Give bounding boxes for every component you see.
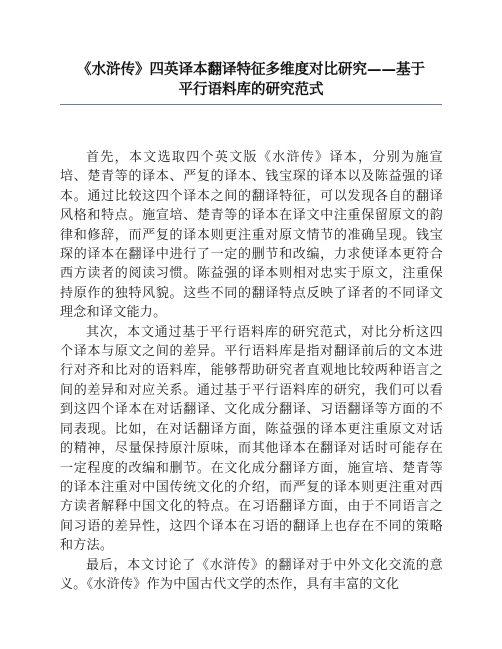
title-line-1: 《水浒传》四英译本翻译特征多维度对比研究——基于 [77,62,425,78]
paragraph-2: 其次，本文通过基于平行语料库的研究范式，对比分析这四个译本与原文之间的差异。平行语料库是指对翻译前后的文本进行对齐和比对的语料库，能够帮助研究者直观地比较两种语言之间的差异和对应关系。通过基于平行语料库的研究，我们可以看到这四个译本在对话翻译、文化成分翻译、习语翻译等方面的不同表现。比如，在对话翻译方面，陈益强的译本更注重原文对话的精神，尽量保持原汁原味，而其他译本在翻译对话时可能存在一定程度的改编和删节。在文化成分翻译方面，施宣培、楚青等的译本注重对中国传统文化的介绍，而严复的译本则更注重对西方读者解释中国文化的特点。在习语翻译方面，由于不同语言之间习语的差异性，这四个译本在习语的翻译上也存在不同的策略和方法。 [60,324,443,554]
paragraph-3: 最后，本文讨论了《水浒传》的翻译对于中外文化交流的意义。《水浒传》作为中国古代文学的杰作，具有丰富的文化 [60,557,443,592]
title-divider [60,104,442,105]
paragraph-1: 首先，本文选取四个英文版《水浒传》译本，分别为施宣培、楚青等的译本、严复的译本、钱宝琛的译本以及陈益强的译本。通过比较这四个译本之间的翻译特征，可以发现各自的翻译风格和特点。施宣培、楚青等的译本在译文中注重保留原文的韵律和修辞，而严复的译本则更注重对原文情节的准确呈现。钱宝琛的译本在翻译中进行了一定的删节和改编，力求使译本更符合西方读者的阅读习惯。陈益强的译本则相对忠实于原文，注重保持原作的独特风貌。这些不同的翻译特点反映了译者的不同译文理念和译文能力。 [60,150,443,321]
document-body [60,148,443,594]
title-line-2: 平行语料库的研究范式 [178,82,324,98]
document-title [60,60,442,100]
